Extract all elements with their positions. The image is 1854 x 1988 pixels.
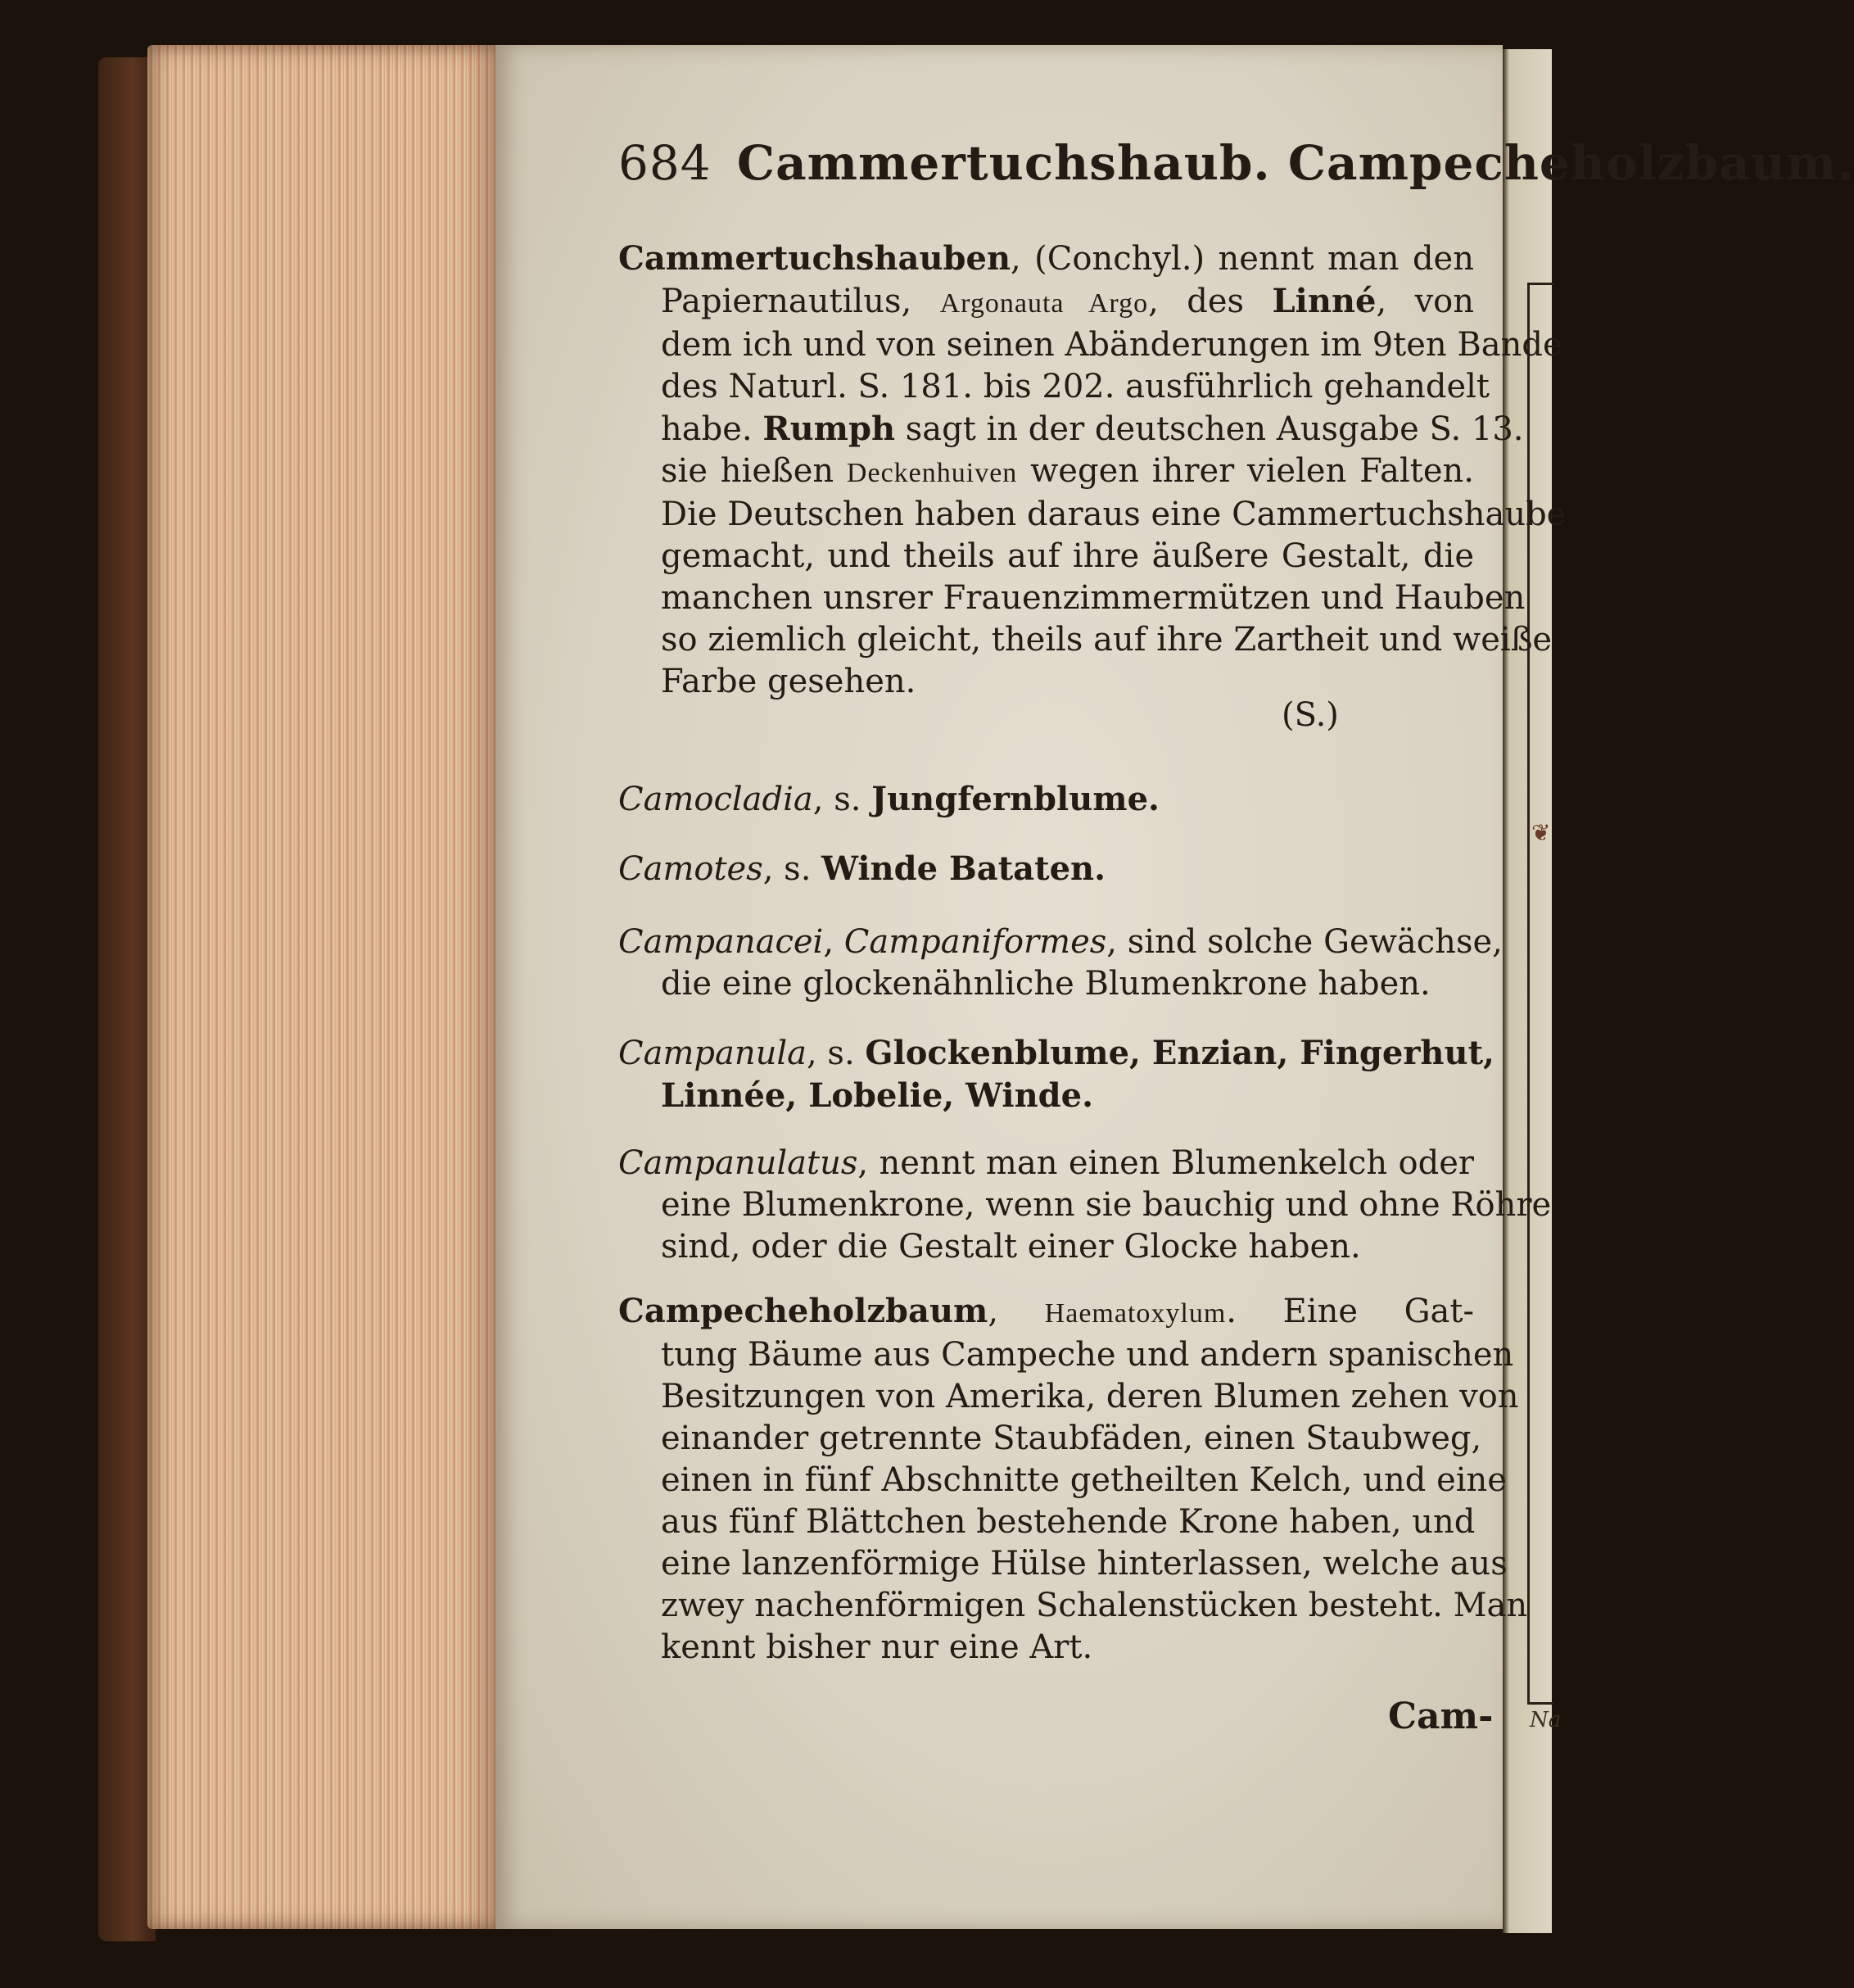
dictionary-entry: [618, 1290, 1528, 1669]
latin-term: Campanacei: [618, 923, 824, 961]
entry-text: gemacht, und theils auf ihre äußere Gestalt, die: [661, 537, 1474, 575]
entry-line: [618, 1334, 1514, 1376]
entry-headword: Linné: [1272, 282, 1377, 320]
entry-text: Papiernautilus,: [661, 283, 940, 320]
entry-text: , s.: [812, 781, 872, 818]
entry-text: kennt bisher nur eine Art.: [661, 1628, 1093, 1666]
entry-line: [618, 494, 1567, 536]
entry-line: [618, 1627, 1474, 1669]
latin-term: Campaniformes: [843, 923, 1107, 961]
latin-term: Campanula: [618, 1035, 807, 1072]
latin-term: Campanulatus: [618, 1144, 858, 1182]
entry-headword: Cammertuchshauben: [618, 239, 1011, 278]
entry-text: habe.: [661, 410, 763, 448]
entry-headword: Rumph: [762, 410, 896, 448]
dictionary-entry: [618, 238, 1567, 703]
latin-term: Camocladia: [618, 781, 813, 818]
entry-line: [618, 922, 1503, 963]
entry-text: die eine glockenähnliche Blumenkrone haben.: [661, 965, 1431, 1003]
entry-line: [618, 238, 1474, 280]
entry-text: wegen ihrer vielen Falten.: [1017, 452, 1474, 490]
entry-text: aus fünf Blättchen bestehende Krone haben, und: [661, 1503, 1476, 1541]
entry-text: einander getrennte Staubfäden, einen Staubweg,: [661, 1420, 1482, 1457]
dictionary-entry: [618, 778, 1474, 821]
entry-text: sie hießen: [661, 452, 847, 490]
entry-line: [618, 1543, 1508, 1585]
entry-text: dem ich und von seinen Abänderungen im 9ten Bande: [661, 326, 1562, 364]
entry-text: , s.: [762, 850, 822, 888]
page-number: 684: [618, 135, 712, 191]
dictionary-entry: [618, 1032, 1495, 1117]
entry-line: [618, 1226, 1474, 1268]
entry-text: eine Blumenkrone, wenn sie bauchig und ohne Röhre: [661, 1186, 1552, 1224]
entry-line: [618, 408, 1524, 451]
dictionary-entry: [618, 1143, 1552, 1268]
entry-text: Farbe gesehen.: [661, 663, 916, 700]
entry-text: des Naturl. S. 181. bis 202. ausführlich gehandelt: [661, 368, 1490, 405]
entry-text: ,: [988, 1293, 1045, 1330]
entry-text: eine lanzenförmige Hülse hinterlassen, welche aus: [661, 1545, 1508, 1583]
entry-text: , von: [1376, 283, 1475, 320]
entry-line: [618, 963, 1474, 1005]
entry-text: Deckenhuiven: [846, 458, 1018, 488]
entry-line: [618, 1184, 1552, 1226]
entry-headword: Winde Bataten.: [821, 849, 1106, 888]
entry-line: [618, 1032, 1495, 1075]
entry-headword: Campecheholzbaum: [618, 1292, 988, 1330]
entry-line: [618, 778, 1474, 821]
catchword: Cam-: [1388, 1696, 1494, 1737]
entry-text: , nennt man einen Blumenkelch oder: [857, 1144, 1474, 1182]
entry-text: Die Deutschen haben daraus eine Cammertuchshaube: [661, 496, 1567, 533]
entry-line: [618, 1460, 1507, 1501]
entry-text: , (Conchyl.) nennt man den: [1011, 240, 1474, 278]
entry-line: [618, 1501, 1474, 1543]
entry-line: [618, 1376, 1519, 1418]
entry-text: . Eine Gat-: [1226, 1293, 1474, 1330]
entry-text: tung Bäume aus Campeche und andern spanischen: [661, 1336, 1514, 1374]
entry-headword: Jungfernblume.: [871, 780, 1160, 818]
entry-text: Haematoxylum: [1044, 1298, 1227, 1329]
entry-headword: Glockenblume, Enzian, Fingerhut,: [865, 1034, 1495, 1072]
entry-text: so ziemlich gleicht, theils auf ihre Zartheit und weiße: [661, 621, 1553, 659]
entry-line: [618, 661, 1474, 703]
entry-line: [618, 848, 1474, 890]
running-header: [618, 135, 1854, 191]
entry-line: [618, 1290, 1474, 1334]
entry-text: einen in fünf Abschnitte getheilten Kelch, und eine: [661, 1461, 1507, 1499]
entry-headword: Linnée, Lobelie, Winde.: [661, 1076, 1093, 1115]
entry-line: [618, 280, 1474, 324]
entry-line: [618, 1143, 1474, 1184]
entry-text: , sind solche Gewächse,: [1106, 923, 1503, 961]
entry-text: Argonauta Argo: [939, 288, 1149, 319]
facing-page-fragment: Na: [1530, 1708, 1562, 1732]
entry-text: ,: [823, 923, 844, 961]
entry-line: [618, 1075, 1474, 1117]
entry-text: , des: [1148, 283, 1273, 320]
entry-text: sind, oder die Gestalt einer Glocke haben.: [661, 1228, 1361, 1266]
entry-line: [618, 536, 1474, 577]
page-edges: [147, 45, 500, 1929]
entry-text: manchen unsrer Frauenzimmermützen und Hauben: [661, 579, 1526, 617]
entry-line: [618, 451, 1474, 494]
entry-line: [618, 324, 1562, 366]
entry-text: sagt in der deutschen Ausgabe S. 13.: [895, 410, 1524, 448]
entry-line: [618, 577, 1526, 619]
entry-text: Besitzungen von Amerika, deren Blumen zehen von: [661, 1378, 1519, 1415]
header-title: Cammertuchshaub. Campecheholzbaum.: [736, 135, 1854, 191]
dictionary-entry: [618, 848, 1474, 890]
entry-line: [618, 1585, 1528, 1627]
latin-term: Camotes: [618, 850, 763, 888]
dictionary-entry: [618, 922, 1503, 1005]
author-signature: (S.): [1282, 696, 1339, 734]
ornament-icon: ❦: [1531, 819, 1551, 846]
entry-text: zwey nachenförmigen Schalenstücken besteht. Man: [661, 1587, 1528, 1624]
entry-line: [618, 1418, 1482, 1460]
entry-line: [618, 619, 1553, 661]
entry-text: , s.: [807, 1035, 866, 1072]
entry-line: [618, 366, 1490, 408]
